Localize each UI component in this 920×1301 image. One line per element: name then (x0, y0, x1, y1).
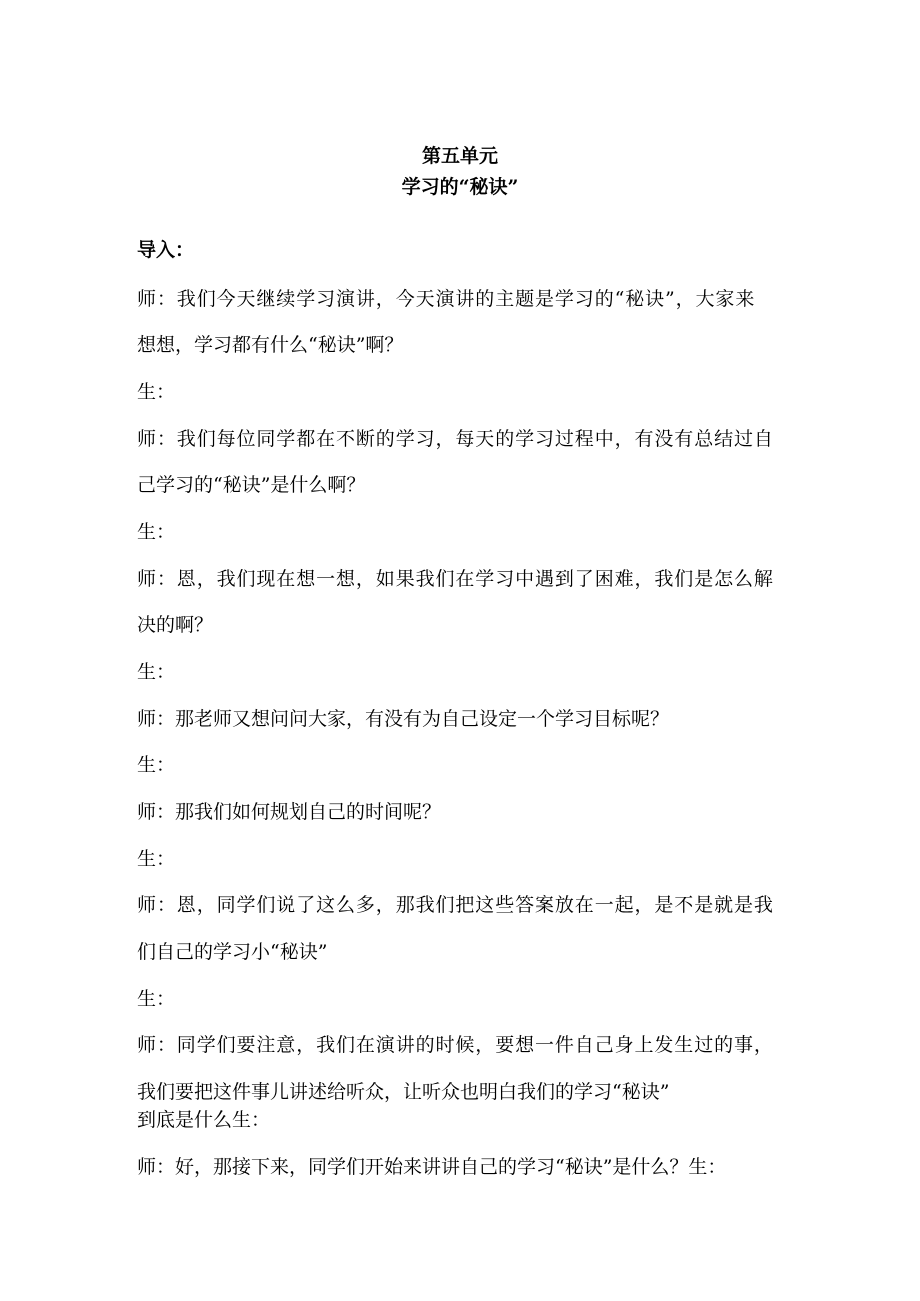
dialogue-line: 生： (137, 848, 176, 870)
dialogue-line: 想想，学习都有什么“秘诀”啊？ (137, 334, 404, 356)
dialogue-line: 师：恩，我们现在想一想，如果我们在学习中遇到了困难，我们是怎么解 (137, 568, 774, 590)
unit-title: 第五单元 (421, 145, 498, 167)
intro-label: 导入： (137, 239, 195, 261)
dialogue-line: 师：恩，同学们说了这么多，那我们把这些答案放在一起，是不是就是我 (137, 894, 774, 916)
dialogue-line: 我们要把这件事儿讲述给听众，让听众也明白我们的学习“秘诀” (137, 1081, 670, 1103)
dialogue-line: 到底是什么生： (137, 1109, 271, 1131)
dialogue-line: 生： (137, 521, 176, 543)
lesson-title: 学习的“秘诀” (401, 176, 519, 198)
dialogue-line: 们自己的学习小“秘诀” (137, 941, 328, 963)
dialogue-line: 师：我们每位同学都在不断的学习，每天的学习过程中，有没有总结过自 (137, 428, 774, 450)
dialogue-line: 生： (137, 381, 176, 403)
dialogue-line: 师：那我们如何规划自己的时间呢？ (137, 801, 442, 823)
dialogue-line: 己学习的“秘诀”是什么啊？ (137, 474, 366, 496)
dialogue-line: 师：我们今天继续学习演讲，今天演讲的主题是学习的“秘诀”，大家来 (137, 288, 756, 310)
dialogue-line: 师：同学们要注意，我们在演讲的时候，要想一件自己身上发生过的事， (137, 1034, 774, 1056)
dialogue-line: 师：那老师又想问问大家，有没有为自己设定一个学习目标呢？ (137, 708, 670, 730)
dialogue-line: 生： (137, 754, 176, 776)
dialogue-line: 生： (137, 661, 176, 683)
dialogue-line: 生： (137, 988, 176, 1010)
dialogue-line: 决的啊？ (137, 614, 214, 636)
dialogue-line: 师：好，那接下来，同学们开始来讲讲自己的学习“秘诀”是什么？生： (137, 1156, 727, 1178)
